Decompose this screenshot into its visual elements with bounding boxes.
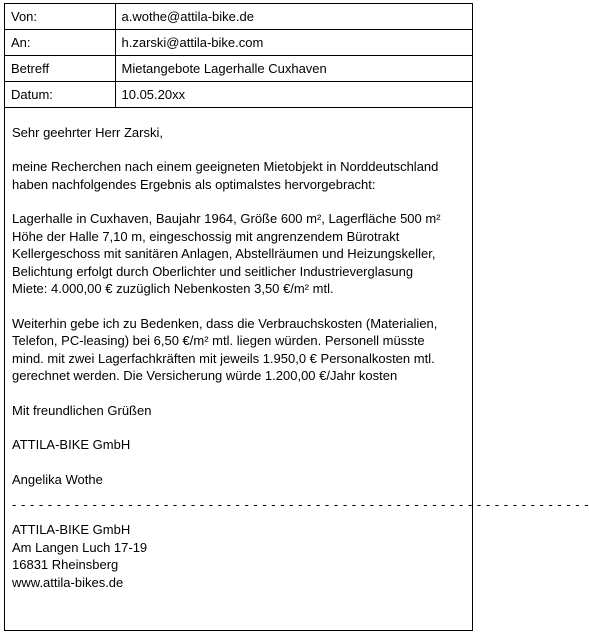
footer-company: ATTILA-BIKE GmbH xyxy=(12,522,131,537)
costs-line: Telefon, PC-leasing) bei 6,50 €/m² mtl. liegen würden. Personell müsste xyxy=(12,333,425,348)
details-line: Belichtung erfolgt durch Oberlichter und seitlicher Industrieverglasung xyxy=(12,263,414,279)
salutation-text: Sehr geehrter Herr Zarski, xyxy=(12,124,163,140)
header-row-from xyxy=(5,4,472,29)
subject-value: Mietangebote Lagerhalle Cuxhaven xyxy=(115,55,472,81)
details-line: Miete: 4.000,00 € zuzüglich Nebenkosten 3,50 €/m² mtl. xyxy=(12,281,334,296)
footer-address xyxy=(12,521,464,591)
details-line: Kellergeschoss mit sanitären Anlagen, Abstellräumen und Heizungskeller, xyxy=(12,246,436,261)
letter-body xyxy=(5,108,589,592)
footer-street: Am Langen Luch 17-19 xyxy=(12,539,148,555)
salutation xyxy=(12,124,464,142)
to-label: An: xyxy=(5,29,115,55)
details-paragraph xyxy=(12,210,464,298)
details-line: Lagerhalle in Cuxhaven, Baujahr 1964, Größe 600 m², Lagerfläche 500 m² xyxy=(12,211,441,226)
footer-city: 16831 Rheinsberg xyxy=(12,557,119,572)
header-row-to xyxy=(5,29,472,55)
costs-line: mind. mit zwei Lagerfachkräften mit jeweils 1.950,0 € Personalkosten mtl. xyxy=(12,350,435,366)
intro-line: meine Recherchen nach einem geeigneten Mietobjekt in Norddeutschland xyxy=(12,159,439,174)
date-label: Datum: xyxy=(5,81,115,107)
from-value: a.wothe@attila-bike.de xyxy=(115,4,472,29)
to-value: h.zarski@attila-bike.com xyxy=(115,29,472,55)
signer-name: Angelika Wothe xyxy=(12,471,103,487)
subject-label: Betreff xyxy=(5,55,115,81)
separator-line: - - - - - - - - - - - - - - - - - - - - - - - - - - - - - - - - - - - - - - - - - - - - - - - - - - - - - - - - - - - - - - - - - xyxy=(12,497,589,512)
signer-line xyxy=(12,471,464,489)
letter-frame xyxy=(4,3,589,631)
costs-line: gerechnet werden. Die Versicherung würde 1.200,00 €/Jahr kosten xyxy=(12,368,398,383)
costs-paragraph xyxy=(12,315,464,385)
intro-line: haben nachfolgendes Ergebnis als optimalstes hervorgebracht: xyxy=(12,176,376,192)
intro-paragraph xyxy=(12,158,464,193)
company-name: ATTILA-BIKE GmbH xyxy=(12,437,131,452)
date-value: 10.05.20xx xyxy=(115,81,472,107)
from-label: Von: xyxy=(5,4,115,29)
details-line: Höhe der Halle 7,10 m, eingeschossig mit angrenzendem Bürotrakt xyxy=(12,228,400,244)
closing-text: Mit freundlichen Grüßen xyxy=(12,402,152,418)
header-row-subject xyxy=(5,55,472,81)
company-line xyxy=(12,436,464,454)
header-table xyxy=(5,4,472,108)
header-row-date xyxy=(5,81,472,107)
footer-website: www.attila-bikes.de xyxy=(12,574,124,590)
costs-line: Weiterhin gebe ich zu Bedenken, dass die Verbrauchskosten (Materialien, xyxy=(12,315,438,331)
closing xyxy=(12,402,464,420)
